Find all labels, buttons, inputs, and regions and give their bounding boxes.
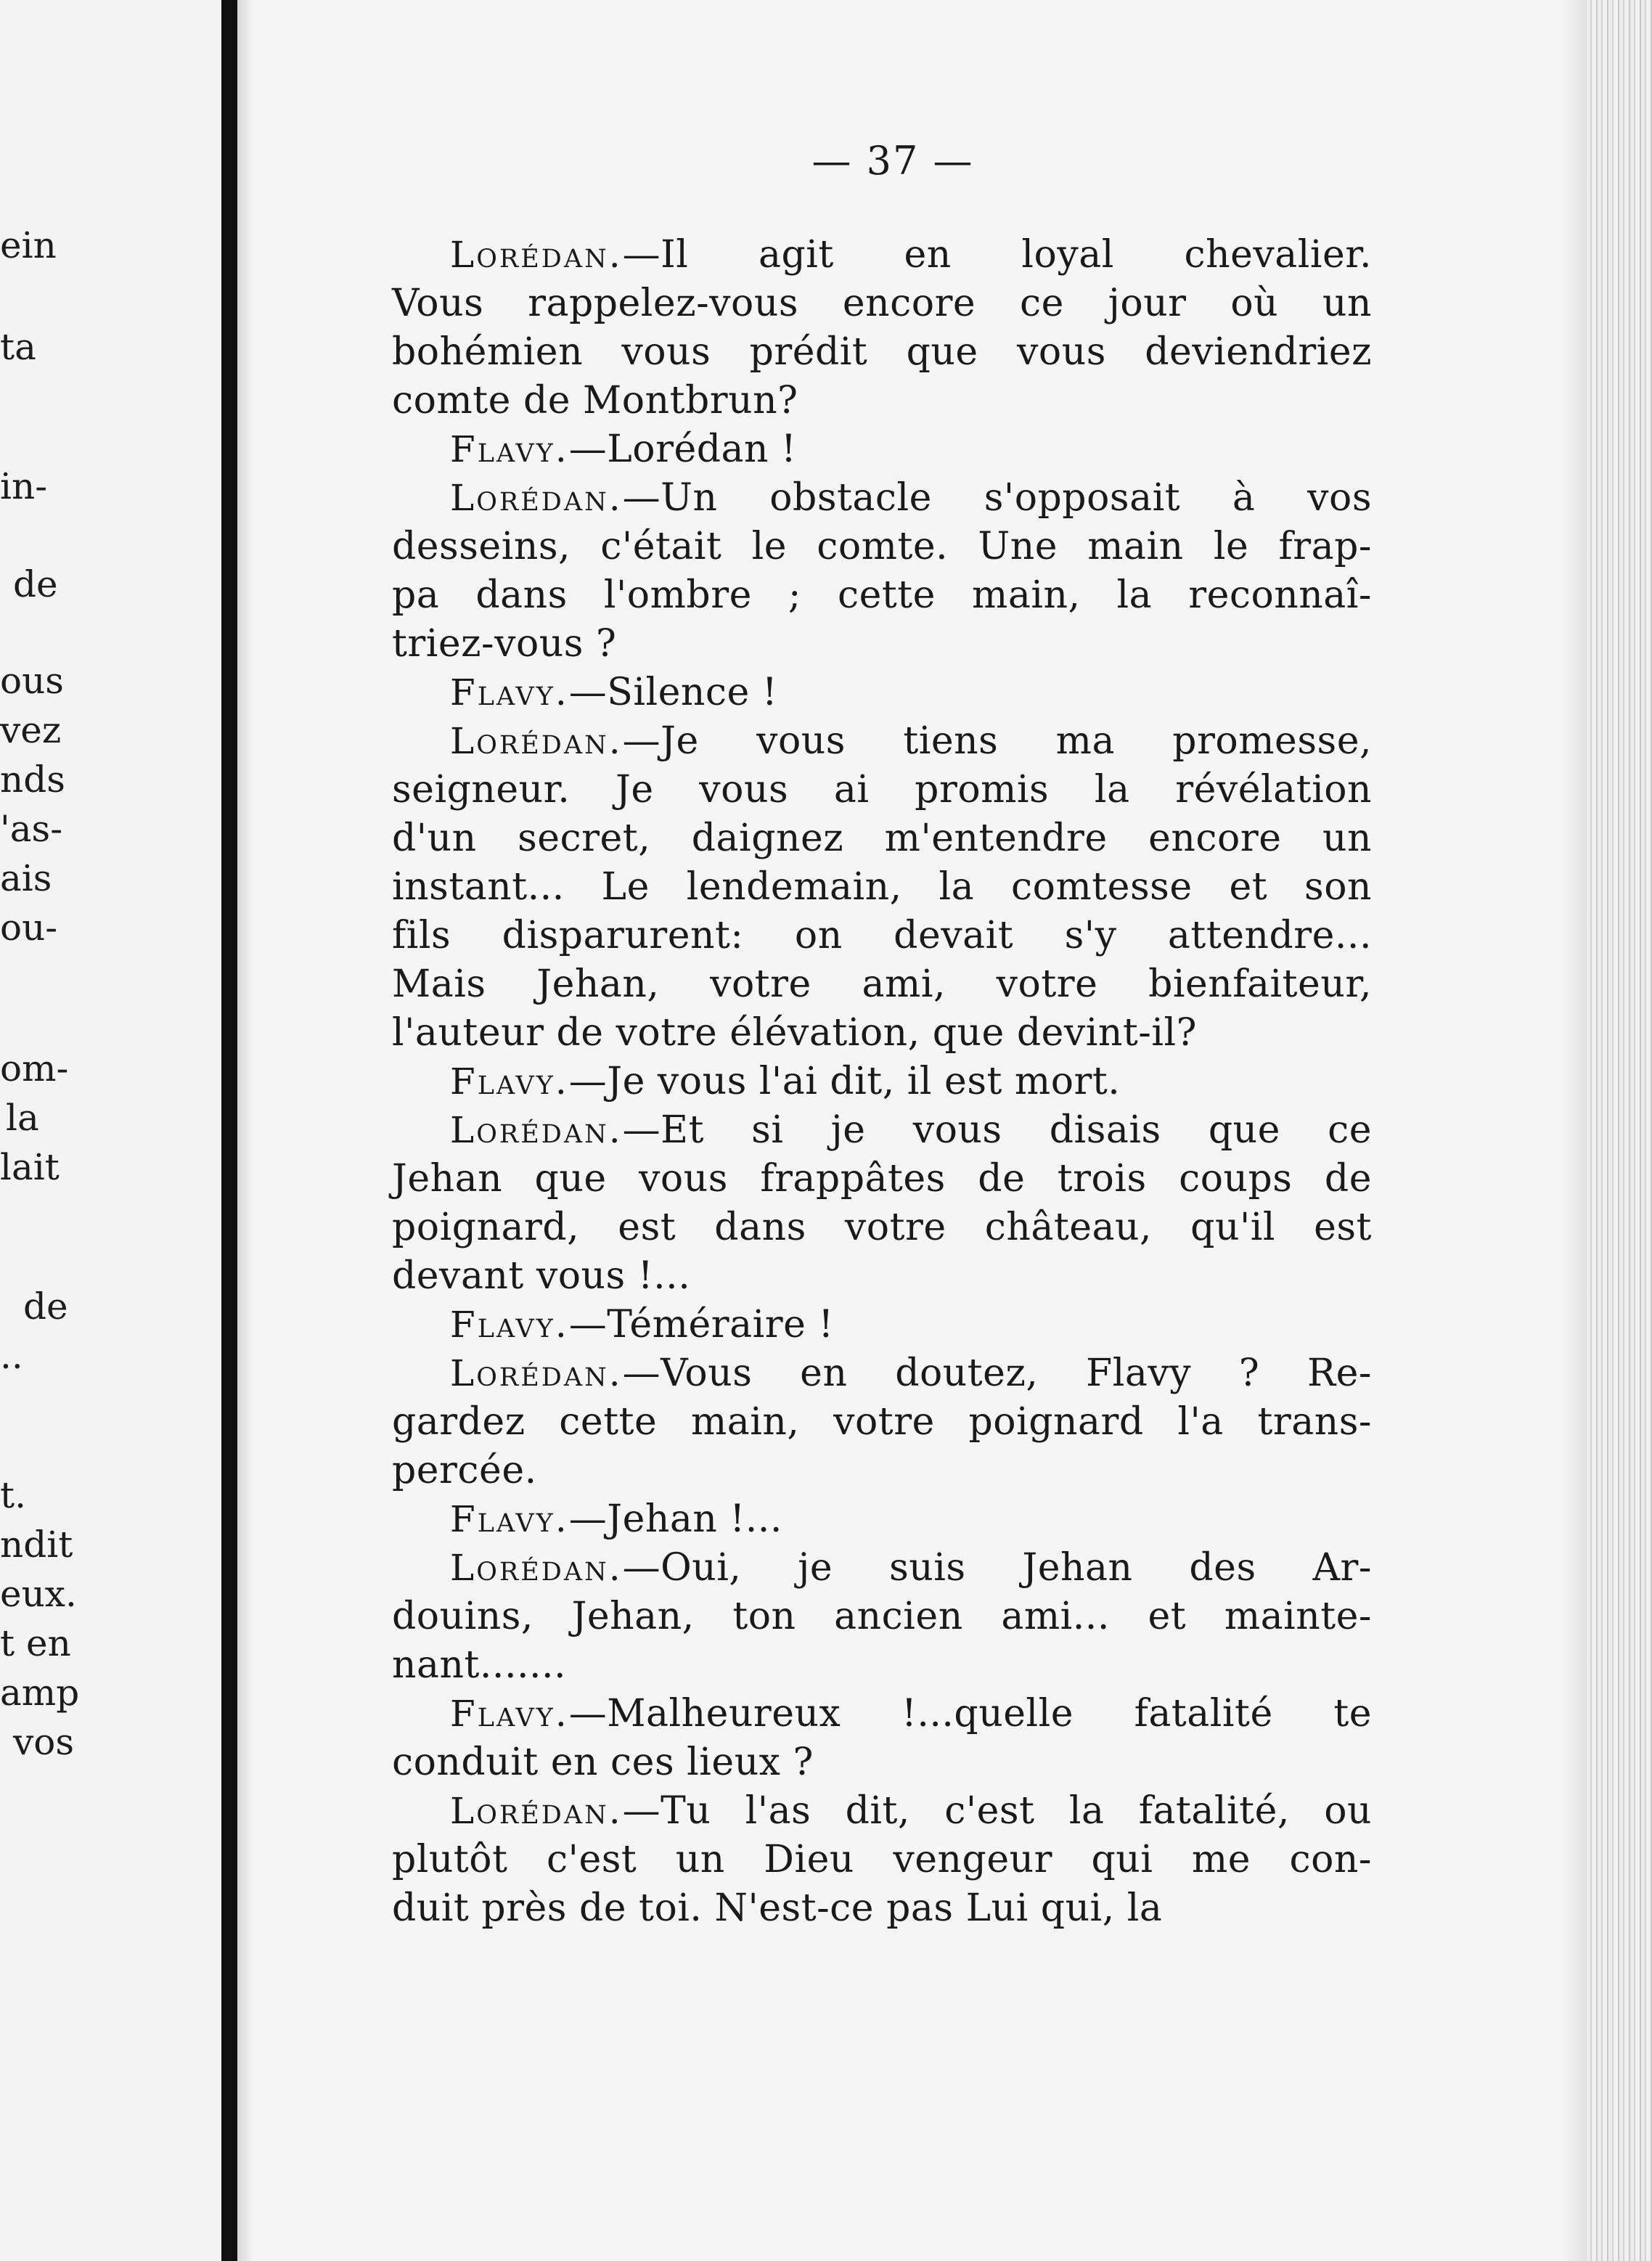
left-fragment: om- bbox=[0, 1047, 69, 1089]
left-fragment: ous bbox=[0, 660, 64, 702]
text-line bbox=[392, 1495, 1372, 1544]
text-line bbox=[392, 523, 1372, 571]
text-line bbox=[392, 328, 1372, 377]
text-line bbox=[392, 1884, 1372, 1933]
text-line bbox=[392, 377, 1372, 425]
text-line bbox=[392, 1398, 1372, 1447]
left-fragment: .. bbox=[0, 1335, 23, 1377]
left-fragment: ou- bbox=[0, 907, 58, 949]
text-line bbox=[392, 863, 1372, 912]
speaker-name: Lorédan. bbox=[450, 1790, 623, 1832]
line-text: gardez cette main, votre poignard l'a trans- bbox=[392, 1400, 1372, 1444]
page-edge-shadow bbox=[1561, 0, 1587, 2261]
text-line bbox=[392, 1155, 1372, 1203]
line-text: —Et si je vous disais que ce bbox=[622, 1108, 1372, 1152]
speaker-name: Lorédan. bbox=[450, 477, 623, 519]
line-text: duit près de toi. N'est-ce pas Lui qui, la bbox=[392, 1886, 1163, 1930]
line-text: —Je vous l'ai dit, il est mort. bbox=[568, 1060, 1121, 1103]
text-line bbox=[392, 1349, 1372, 1398]
left-fragment: ta bbox=[0, 326, 36, 368]
text-line bbox=[392, 1787, 1372, 1836]
line-text: conduit en ces lieux ? bbox=[392, 1741, 814, 1784]
text-line bbox=[392, 1544, 1372, 1592]
left-fragment: la bbox=[6, 1097, 39, 1139]
left-fragment: eux. bbox=[0, 1573, 77, 1615]
speaker-name: Flavy. bbox=[450, 671, 569, 714]
left-facing-page bbox=[0, 0, 221, 2261]
text-line bbox=[392, 1301, 1372, 1349]
left-fragment: lait bbox=[0, 1146, 60, 1188]
text-line bbox=[392, 1738, 1372, 1787]
line-text: Mais Jehan, votre ami, votre bienfaiteur, bbox=[392, 962, 1372, 1006]
line-text: desseins, c'était le comte. Une main le frap- bbox=[392, 525, 1372, 568]
text-line bbox=[392, 1690, 1372, 1738]
text-line bbox=[392, 1252, 1372, 1301]
left-fragment: t. bbox=[0, 1474, 26, 1516]
line-text: —Silence ! bbox=[568, 671, 778, 714]
left-fragment: ein bbox=[0, 224, 57, 266]
line-text: triez-vous ? bbox=[392, 622, 617, 666]
line-text: Jehan que vous frappâtes de trois coups de bbox=[392, 1157, 1372, 1201]
text-line bbox=[392, 814, 1372, 863]
gutter-shadow bbox=[237, 0, 253, 2261]
speaker-name: Flavy. bbox=[450, 1304, 569, 1346]
text-line bbox=[392, 1203, 1372, 1252]
speaker-name: Lorédan. bbox=[450, 1352, 623, 1394]
left-fragment: nds bbox=[0, 759, 65, 801]
text-line bbox=[392, 571, 1372, 620]
page-number: — 37 — bbox=[811, 138, 974, 184]
speaker-name: Lorédan. bbox=[450, 720, 623, 762]
line-text: —Oui, je suis Jehan des Ar- bbox=[622, 1546, 1372, 1590]
line-text: —Lorédan ! bbox=[568, 428, 797, 471]
line-text: —Je vous tiens ma promesse, bbox=[622, 719, 1372, 763]
text-line bbox=[392, 960, 1372, 1009]
left-fragment: de bbox=[13, 563, 58, 605]
line-text: —Il agit en loyal chevalier. bbox=[622, 233, 1372, 277]
line-text: Vous rappelez-vous encore ce jour où un bbox=[392, 282, 1372, 325]
line-text: —Tu l'as dit, c'est la fatalité, ou bbox=[622, 1789, 1372, 1833]
text-line bbox=[392, 766, 1372, 814]
line-text: pa dans l'ombre ; cette main, la reconnaî- bbox=[392, 573, 1372, 617]
text-line bbox=[392, 1592, 1372, 1641]
left-fragment: ndit bbox=[0, 1524, 73, 1566]
text-line bbox=[392, 669, 1372, 717]
line-text: nant....... bbox=[392, 1643, 567, 1687]
line-text: —Un obstacle s'opposait à vos bbox=[622, 476, 1372, 520]
left-fragment: t en bbox=[0, 1622, 71, 1664]
speaker-name: Flavy. bbox=[450, 1693, 569, 1735]
text-line bbox=[392, 620, 1372, 669]
line-text: douins, Jehan, ton ancien ami... et mainte- bbox=[392, 1595, 1372, 1638]
left-fragment: 'as- bbox=[0, 808, 63, 850]
text-line bbox=[392, 1447, 1372, 1495]
line-text: bohémien vous prédit que vous deviendriez bbox=[392, 330, 1372, 374]
left-fragment: in- bbox=[0, 465, 48, 507]
text-line bbox=[392, 474, 1372, 523]
line-text: seigneur. Je vous ai promis la révélation bbox=[392, 768, 1372, 811]
line-text: instant... Le lendemain, la comtesse et son bbox=[392, 865, 1372, 909]
text-line bbox=[392, 717, 1372, 766]
line-text: —Vous en doutez, Flavy ? Re- bbox=[622, 1352, 1372, 1395]
line-text: d'un secret, daignez m'entendre encore un bbox=[392, 817, 1372, 860]
speaker-name: Lorédan. bbox=[450, 234, 623, 276]
line-text: fils disparurent: on devait s'y attendre... bbox=[392, 914, 1372, 957]
speaker-name: Flavy. bbox=[450, 1060, 569, 1103]
line-text: —Téméraire ! bbox=[568, 1303, 834, 1346]
text-line bbox=[392, 1058, 1372, 1106]
page-stack-edge bbox=[1587, 0, 1652, 2261]
line-text: devant vous !... bbox=[392, 1254, 691, 1298]
book-spine bbox=[221, 0, 237, 2261]
text-line bbox=[392, 231, 1372, 279]
dialogue-text bbox=[392, 231, 1372, 1933]
text-line bbox=[392, 1106, 1372, 1155]
speaker-name: Lorédan. bbox=[450, 1109, 623, 1151]
left-fragment: vos bbox=[13, 1721, 75, 1763]
text-line bbox=[392, 425, 1372, 474]
speaker-name: Flavy. bbox=[450, 428, 569, 470]
text-line bbox=[392, 1009, 1372, 1058]
left-fragment: amp bbox=[0, 1672, 80, 1714]
left-fragment: ais bbox=[0, 857, 52, 899]
text-line bbox=[392, 1641, 1372, 1690]
line-text: —Malheureux !...quelle fatalité te bbox=[568, 1692, 1372, 1735]
line-text: plutôt c'est un Dieu vengeur qui me con- bbox=[392, 1838, 1372, 1881]
speaker-name: Flavy. bbox=[450, 1498, 569, 1540]
line-text: l'auteur de votre élévation, que devint-il? bbox=[392, 1011, 1197, 1055]
line-text: percée. bbox=[392, 1449, 537, 1492]
text-line bbox=[392, 279, 1372, 328]
left-fragment: de bbox=[23, 1285, 68, 1328]
line-text: comte de Montbrun? bbox=[392, 379, 798, 422]
text-line bbox=[392, 1836, 1372, 1884]
line-text: poignard, est dans votre château, qu'il est bbox=[392, 1206, 1372, 1249]
speaker-name: Lorédan. bbox=[450, 1547, 623, 1589]
text-line bbox=[392, 912, 1372, 960]
left-fragment: vez bbox=[0, 709, 62, 751]
line-text: —Jehan !... bbox=[568, 1497, 782, 1541]
